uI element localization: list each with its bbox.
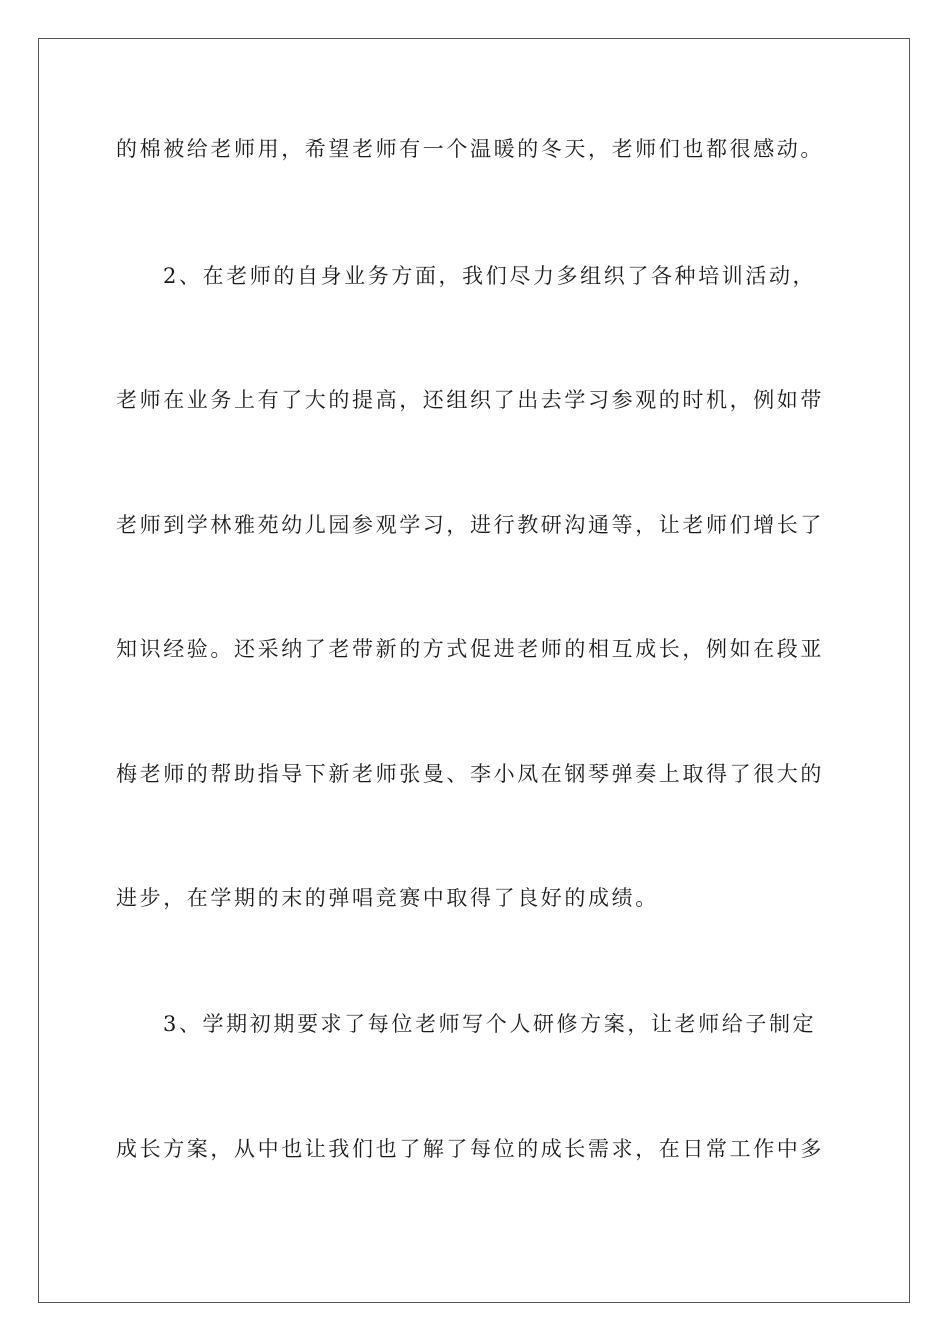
paragraph-line-7: 进步，在学期的末的弹唱竞赛中取得了良好的成绩。 [116, 886, 659, 910]
paragraph-line-1: 的棉被给老师用，希望老师有一个温暖的冬天，老师们也都很感动。 [116, 137, 824, 161]
paragraph-line-4: 老师到学林雅苑幼儿园参观学习，进行教研沟通等，让老师们增长了 [116, 513, 824, 537]
paragraph-line-5: 知识经验。还采纳了老带新的方式促进老师的相互成长，例如在段亚 [116, 637, 824, 661]
paragraph-line-6: 梅老师的帮助指导下新老师张曼、李小凤在钢琴弹奏上取得了很大的 [116, 762, 824, 786]
paragraph-line-2: 2、在老师的自身业务方面，我们尽力多组织了各种培训活动， [163, 264, 817, 288]
paragraph-line-3: 老师在业务上有了大的提高，还组织了出去学习参观的时机，例如带 [116, 388, 824, 412]
paragraph-line-8: 3、学期初期要求了每位老师写个人研修方案，让老师给子制定 [163, 1012, 817, 1036]
paragraph-line-9: 成长方案，从中也让我们也了解了每位的成长需求，在日常工作中多 [116, 1137, 824, 1161]
page-frame [38, 38, 910, 1303]
